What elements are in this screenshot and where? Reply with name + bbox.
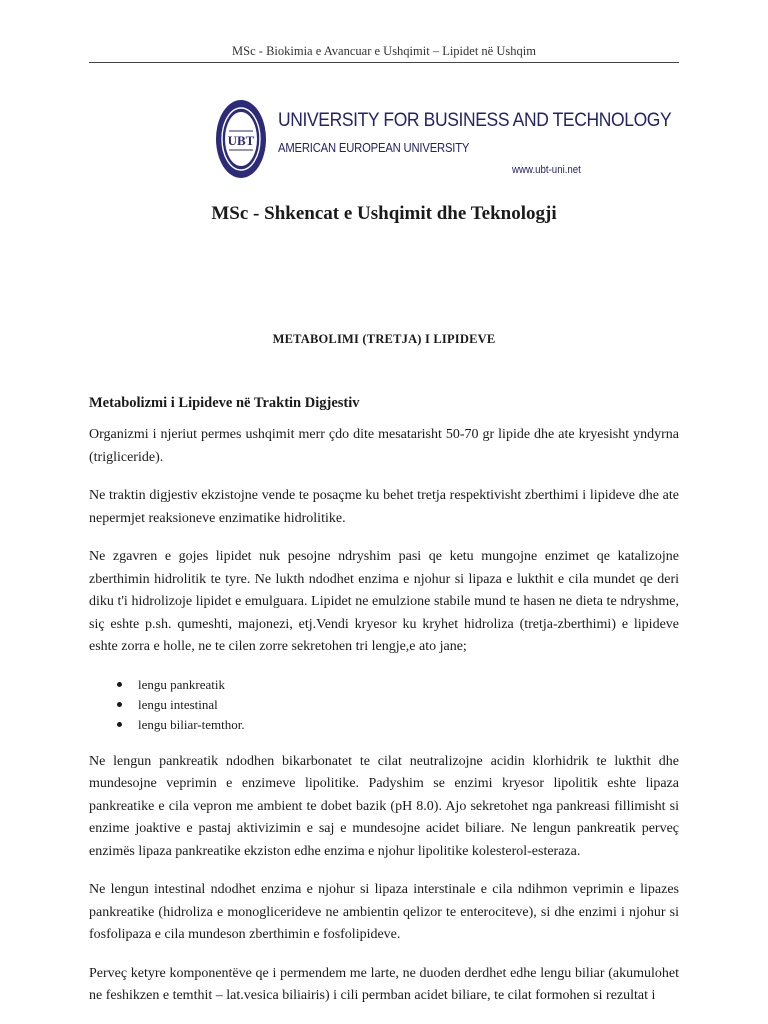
- section-title: METABOLIMI (TRETJA) I LIPIDEVE: [272, 332, 496, 346]
- list-item: lengu pankreatik: [138, 675, 679, 695]
- paragraph: Perveç ketyre komponentëve qe i permendem me larte, ne duoden derdhet edhe lengu biliar (akumulohet ne feshikzen e temthit – lat.vesica biliairis) i cili permban acidet biliare, te cilat formohen si rezultat i: [89, 965, 679, 1003]
- paragraph: Organizmi i njeriut permes ushqimit merr çdo dite mesatarisht 50-70 gr lipide dhe ate kryesisht yndyrna (trigliceride).: [89, 427, 679, 465]
- university-name: UNIVERSITY FOR BUSINESS AND TECHNOLOGY: [278, 110, 672, 131]
- seal-text: UBT: [227, 133, 255, 148]
- header-rule: [89, 62, 679, 63]
- paragraph: Ne lengun intestinal ndodhet enzima e njohur si lipaza interstinale e cila ndihmon veprimin e lipazes pankreatike (hidroliza e monoglicerideve ne ambientin qelizor te enterociteve), si dhe enzimi i njohur si fosfolipaza e cila mundeson zberthimin e fosfolipideve.: [89, 882, 679, 942]
- paragraph: Ne traktin digjestiv ekzistojne vende te posaçme ku behet tretja respektivisht zberthimi i lipideve dhe ate nepermjet reaksioneve enzimatike hidrolitike.: [89, 488, 679, 526]
- list-item: lengu intestinal: [138, 695, 679, 715]
- university-logo: [212, 96, 672, 186]
- university-url: www.ubt-uni.net: [512, 164, 581, 176]
- document-body: [89, 424, 679, 1024]
- paragraph: Ne lengun pankreatik ndodhen bikarbonatet te cilat neutralizojne acidin klorhidrik te lukthit dhe mundesojne veprimin e enzimeve lipolitike. Padyshim se enzimi kryesor lipolitik eshte lipaza pankreatike e cila vepron me ambient te dobet bazik (pH 8.0). Ajo sekretohet nga pankreasi fillimisht si enzime joaktive e pastaj aktivizimin e saj e mundesojne acidet biliare. Ne lengun pankreatik perveç enzimës lipaza pankreatike ekziston edhe enzima e njohur lipolitike kolesterol-esteraza.: [89, 753, 679, 859]
- subheading: Metabolizmi i Lipideve në Traktin Digjestiv: [89, 395, 360, 411]
- paragraph: Ne zgavren e gojes lipidet nuk pesojne ndryshim pasi qe ketu mungojne enzimet qe katalizojne zberthimin hidrolitik te tyre. Ne lukth ndodhet enzima e njohur si lipaza e lukthit e cila mundet qe deri diku t'i hidrolizoje lipidet e emulguara. Lipidet ne emulzione stabile mund te hasen ne dieta te ndryshme, siç eshte p.sh. qumeshti, majonezi, etj.Vendi kryesor ku kryhet hidroliza (tretja-zberthimi) e lipideve eshte zorra e holle, ne te cilen zorre sekretohen tri lengje,e ato jane;: [89, 549, 679, 654]
- ubt-seal-icon: [215, 98, 267, 180]
- list-item: lengu biliar-temthor.: [138, 715, 679, 735]
- running-header: MSc - Biokimia e Avancuar e Ushqimit – Lipidet në Ushqim: [232, 44, 536, 58]
- bullet-list: [89, 675, 679, 735]
- document-title: MSc - Shkencat e Ushqimit dhe Teknologji: [211, 203, 557, 224]
- university-subtitle: AMERICAN EUROPEAN UNIVERSITY: [278, 141, 470, 155]
